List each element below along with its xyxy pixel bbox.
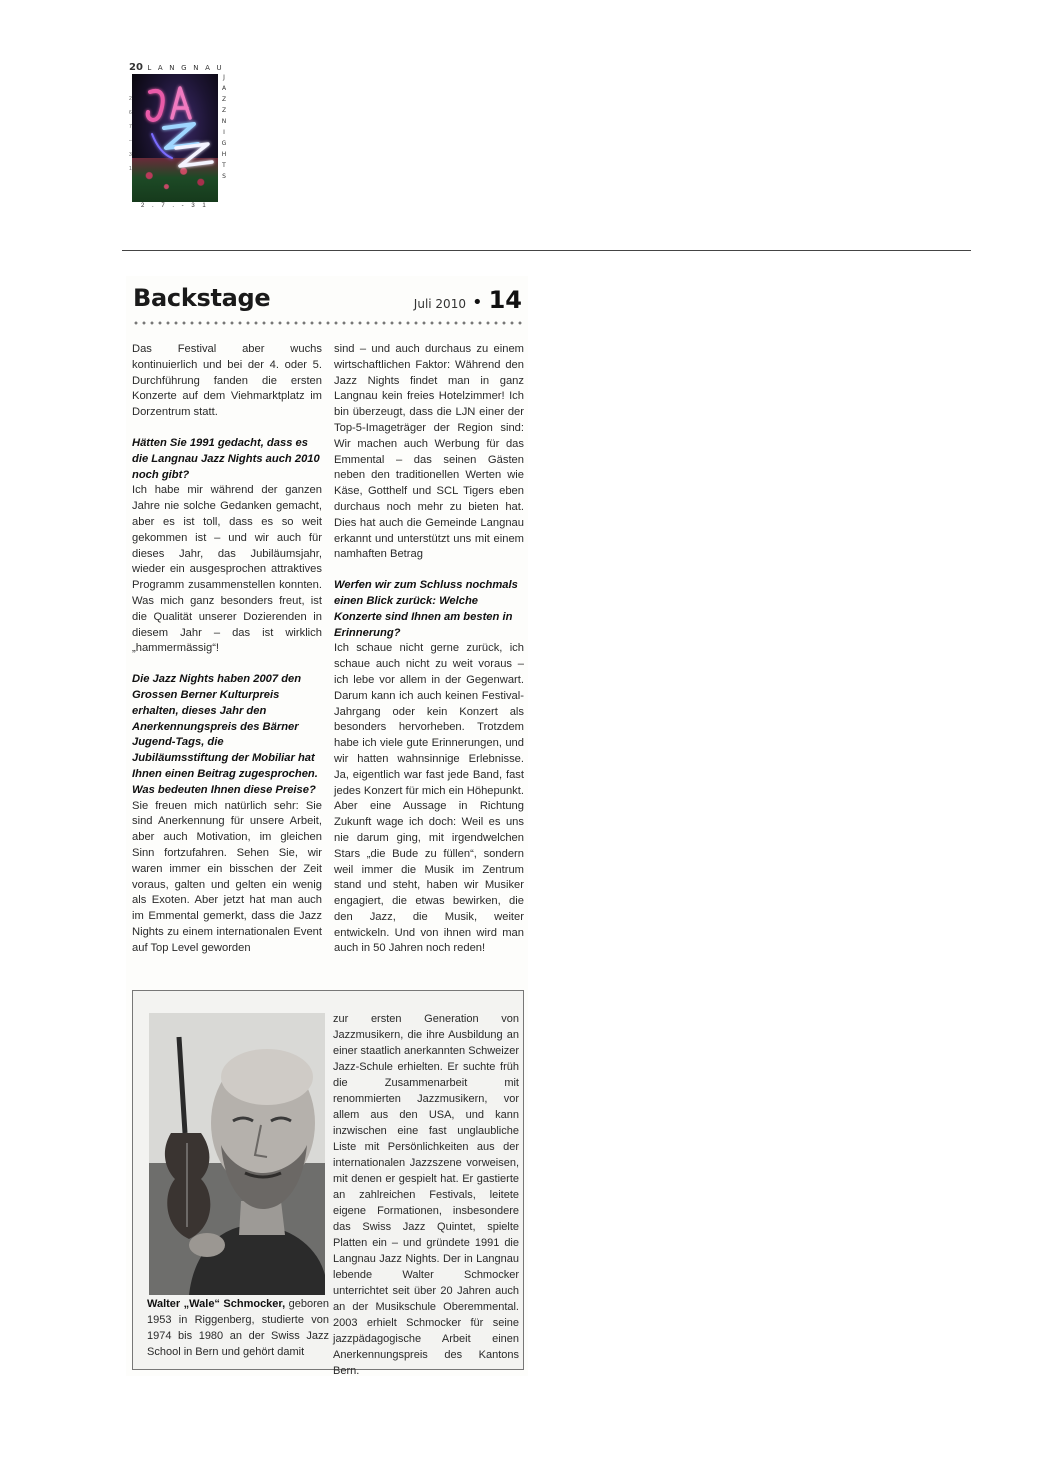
- newspaper-clipping: [126, 276, 528, 1376]
- logo-top-text: [129, 62, 227, 74]
- logo-year: 20: [129, 62, 143, 73]
- logo-side-letter: H: [221, 151, 227, 158]
- paragraph: Das Festival aber wuchs kontinuierlich und bei der 4. oder 5. Durchführung fanden die ersten Konzerte auf dem Viehmarktplatz im Dorzentrum statt.: [132, 343, 322, 419]
- jazz-lightpainting-icon: [132, 74, 218, 202]
- logo-side-letter: Z: [221, 107, 227, 114]
- horizontal-divider: [122, 250, 971, 251]
- logo-side-letter: T: [222, 162, 226, 169]
- bullet-icon: •: [471, 292, 483, 313]
- biography-text: zur ersten Generation von Jazzmusikern, die ihre Ausbildung an einer staatlich anerkannten Schweizer Jazz-Schule erhielten. Er suchte früh die Zusammenarbeit mit renommierten Jazzmusikern, vor allem aus den USA, und kann inzwischen eine fast unglaubliche Liste mit Persönlichkeiten aus der internationalen Jazzszene vorweisen, mit denen er gespielt hat. Er gastierte an zahlreichen Festivals, leitete eigene Formationen, insbesondere das Swiss Jazz Quintet, spielte Platten ein – und gründete 1991 die Langnau Jazz Nights. Der in Langnau lebende Walter Schmocker unterrichtet seit über 20 Jahren auch an der Musikschule Oberemmental. 2003 erhielt Schmocker für seine jazzpädagogische Arbeit einen Anerkennungspreis des Kantons Bern.: [333, 1013, 519, 1377]
- caption-text: geboren 1953 in Riggenberg, studierte von 1974 bis 1980 an der Swiss Jazz School in Bern und gehört damit: [147, 1298, 329, 1358]
- logo-artwork: [132, 74, 218, 202]
- page-number: 14: [488, 286, 522, 314]
- logo-left-letter: 2: [129, 96, 132, 102]
- festival-logo: [129, 62, 227, 208]
- person-name: Walter „Wale“ Schmocker,: [147, 1298, 286, 1310]
- issue-info: [414, 286, 522, 314]
- interview-question: Die Jazz Nights haben 2007 den Grossen Berner Kulturpreis erhalten, dieses Jahr den Anerkennungspreis des Bärner Jugend-Tags, die Jubiläumsstiftung der Mobiliar hat Ihnen einen Beitrag zugesprochen. Was bedeuten Ihnen diese Preise?: [132, 673, 318, 796]
- paragraph: Sie freuen mich natürlich sehr: Sie sind Anerkennung für unsere Arbeit, aber auch Motivation, im gleichen Sinn fortzufahren. Sehen Sie, wir waren immer ein bisschen der Zeit voraus, galten und gelten ein wenig als Exoten. Aber jetzt hat man auch im Emmental gemerkt, dass die Jazz Nights zu einem internationalen Event auf Top Level geworden: [132, 799, 322, 954]
- dotted-rule: [132, 320, 524, 326]
- photo-caption: [147, 1296, 329, 1360]
- logo-left-letter: –: [129, 138, 132, 144]
- profile-box: [132, 990, 524, 1377]
- logo-side-letter: N: [221, 118, 227, 125]
- logo-side-letter: S: [222, 173, 226, 180]
- logo-left-letter: 1: [129, 166, 132, 172]
- logo-left-letter: 7: [129, 124, 132, 130]
- paragraph: sind – und auch durchaus zu einem wirtschaftlichen Faktor: Während den Jazz Nights findet man in ganz Langnau kein freies Hotelzimmer! Ich bin überzeugt, dass die LJN einer der Top-5-Imageträger der Region sind: Wir machen auch Werbung für das Emmental – das seinen Gästen neben den traditionellen Werten wie Käse, Gotthelf und SCL Tigers eben durchaus noch mehr zu bieten hat. Dies hat auch die Gemeinde Langnau erkannt und unterstützt uns mit einem namhaften Betrag: [334, 343, 524, 561]
- section-title: Backstage: [133, 284, 271, 312]
- paragraph: Ich schaue nicht gerne zurück, ich schaue auch nicht zu weit voraus – ich lebe vor allem in der Gegenwart. Darum kann ich auch keinen Festival-Jahrgang oder kein Konzert als besonders hervorheben. Trotzdem habe ich viele gute Erinnerungen, und wir hatten wahnsinnige Erlebnisse. Ja, eigentlich war fast jede Band, fast jedes Konzert für mich ein Höhepunkt. Aber eine Aussage in Richtung Zukunft wage ich doch: Weil es uns nie darum ging, mit irgendwelchen Stars „die Bude zu füllen“, sondern weil immer die Musik im Zentrum stand und steht, haben wir Musiker engagiert, die etwas bewirken, die den Jazz, die Musik, weiter entwickeln. Und von ihnen wird man auch in 50 Jahren noch reden!: [334, 642, 524, 955]
- logo-left-letter: 6: [129, 110, 132, 116]
- logo-side-letter: I: [223, 129, 225, 136]
- logo-side-letter: Z: [221, 96, 227, 103]
- logo-side-letter: A: [221, 85, 227, 92]
- logo-side-letter: J: [223, 74, 225, 81]
- left-column: [132, 342, 322, 956]
- logo-side-letter: G: [221, 140, 227, 147]
- logo-bottom-text: 2 . 7 . - 3 1: [141, 203, 209, 209]
- interview-question: Werfen wir zum Schluss nochmals einen Blick zurück: Welche Konzerte sind Ihnen am besten in Erinnerung?: [334, 579, 518, 639]
- portrait-with-violin-icon: [149, 1013, 325, 1295]
- logo-side-text: [221, 72, 227, 182]
- right-column: [334, 342, 524, 957]
- logo-town: L A N G N A U: [147, 64, 224, 72]
- interview-question: Hätten Sie 1991 gedacht, dass es die Langnau Jazz Nights auch 2010 noch gibt?: [132, 436, 320, 481]
- issue-date: Juli 2010: [413, 297, 466, 311]
- logo-left-letter: 3: [129, 152, 132, 158]
- portrait-photo: [149, 1013, 325, 1295]
- paragraph: Ich habe mir während der ganzen Jahre nie solche Gedanken gemacht, aber es ist toll, dass es so weit gekommen ist – und wir auch für dieses Jahr, das Jubiläumsjahr, wieder ein ausgesprochen attraktives Programm zusammenstellen konnten. Was mich ganz besonders freut, ist die Qualität unserer Dozierenden in diesem Jahr – das ist wirklich „hammermässig“!: [132, 484, 322, 655]
